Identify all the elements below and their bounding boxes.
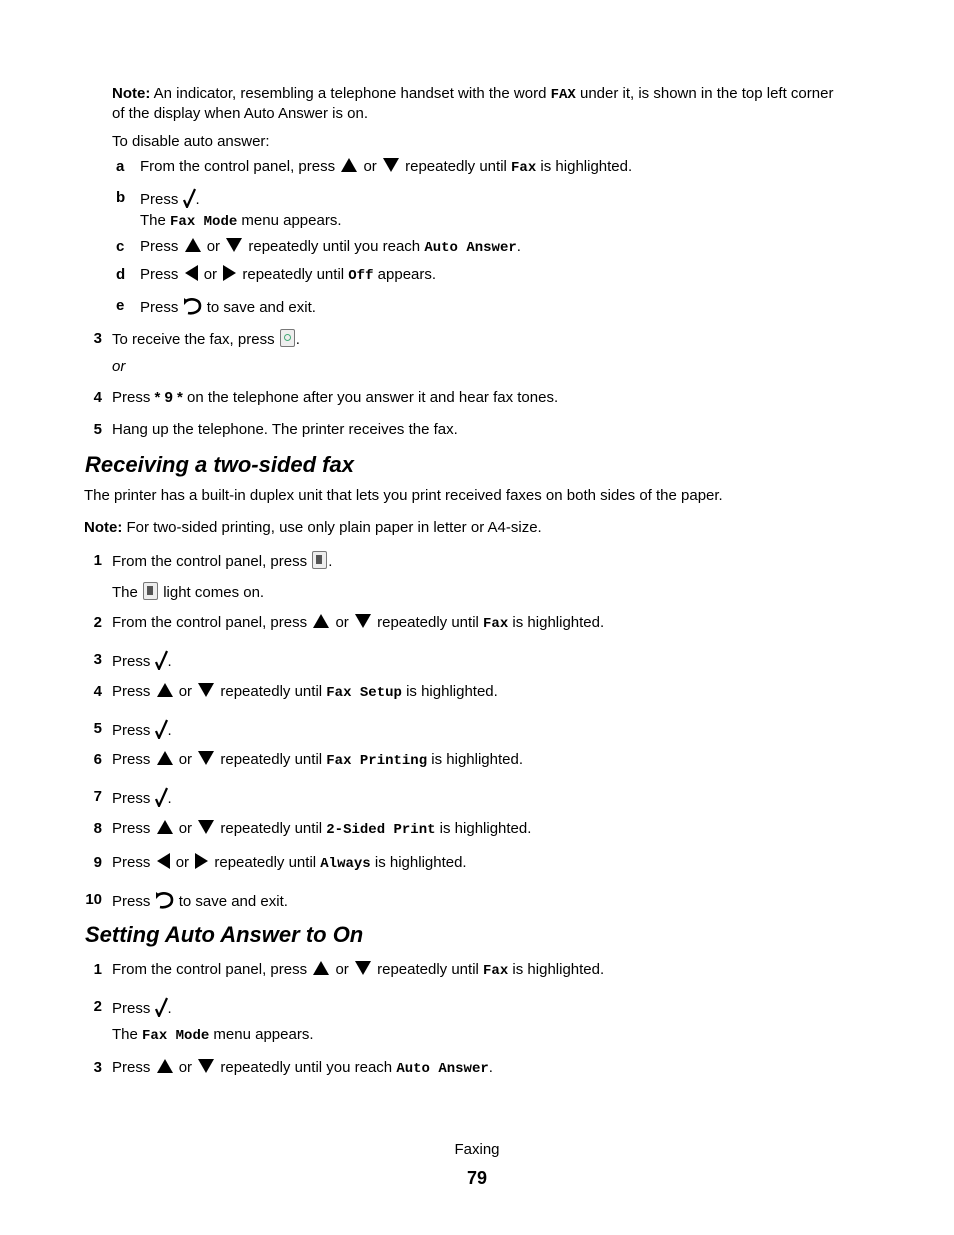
step-text: on the telephone after you answer it and hear fax tones.	[187, 389, 559, 406]
step-letter: e	[116, 297, 125, 314]
two-sided-paragraph: The printer has a built-in duplex unit that lets you print received faxes on both sides of the paper.	[84, 487, 723, 504]
left-arrow-icon	[185, 265, 198, 281]
step-text: to save and exit.	[206, 299, 316, 316]
step-number: 5	[93, 421, 102, 438]
step-text: repeatedly until	[220, 683, 323, 700]
step-text: is highlighted.	[431, 751, 524, 768]
step-d	[140, 265, 436, 286]
receive-step-5: Hang up the telephone. The printer receives the fax.	[112, 421, 458, 438]
back-arrow-icon	[183, 296, 203, 316]
step-text: Press	[112, 854, 151, 871]
step-text: Press	[112, 653, 151, 670]
step-text: or	[335, 614, 349, 631]
step-text: repeatedly until	[377, 961, 479, 978]
step-number: 5	[93, 720, 102, 737]
note-label: Note:	[112, 85, 151, 102]
up-arrow-icon	[157, 683, 173, 697]
two-sided-step-9	[112, 853, 467, 874]
step-number: 8	[93, 820, 102, 837]
step-number: 3	[93, 330, 102, 347]
right-arrow-icon	[223, 265, 236, 281]
section-heading-auto-answer: Setting Auto Answer to On	[85, 922, 364, 947]
step-letter: a	[116, 158, 125, 175]
two-sided-step-7	[112, 787, 172, 809]
code-text: Off	[348, 268, 374, 284]
step-text: From the control panel, press	[112, 961, 308, 978]
checkmark-icon	[155, 997, 168, 1017]
two-sided-button-icon	[143, 582, 158, 600]
step-text: From the control panel, press	[140, 158, 336, 175]
step-text: Press	[140, 238, 179, 255]
step-text: The	[112, 584, 138, 601]
step-text: .	[488, 1059, 493, 1076]
step-text: From the control panel, press	[112, 553, 308, 570]
step-text: Press	[140, 191, 179, 208]
code-text: 2-Sided Print	[326, 822, 436, 838]
page-number: 79	[466, 1168, 488, 1188]
step-text: From the control panel, press	[112, 614, 308, 631]
step-text: repeatedly until	[242, 266, 345, 283]
note-text: For two-sided printing, use only plain paper in letter or A4-size.	[126, 519, 542, 536]
code-text: Fax Mode	[170, 214, 238, 230]
auto-answer-step-1	[112, 960, 604, 981]
step-number: 1	[93, 961, 102, 978]
two-sided-step-2	[112, 613, 604, 634]
down-arrow-icon	[198, 1059, 214, 1073]
step-text: or	[363, 158, 377, 175]
step-text: is highlighted.	[512, 961, 605, 978]
step-number: 4	[93, 683, 102, 700]
step-text: repeatedly until	[377, 614, 479, 631]
checkmark-icon	[155, 787, 168, 807]
step-b-result	[140, 211, 342, 232]
down-arrow-icon	[355, 614, 371, 628]
step-text: Press	[112, 683, 151, 700]
two-sided-step-6	[112, 750, 523, 771]
code-text: FAX	[550, 87, 576, 103]
step-text: is highlighted.	[439, 820, 532, 837]
code-text: Fax Setup	[326, 685, 402, 701]
two-sided-step-5	[112, 719, 172, 741]
left-arrow-icon	[157, 853, 170, 869]
step-text: Press	[112, 820, 151, 837]
two-sided-note	[84, 518, 542, 538]
step-text: Press	[112, 1059, 151, 1076]
note-text: An indicator, resembling a telephone handset with the word	[153, 85, 547, 102]
step-number: 3	[93, 1059, 102, 1076]
two-sided-step-4	[112, 682, 498, 703]
step-text: or	[206, 238, 221, 255]
step-text: Press	[112, 1000, 151, 1017]
note-label: Note:	[84, 519, 123, 536]
step-text: is highlighted.	[406, 683, 498, 700]
step-text: appears.	[377, 266, 437, 283]
two-sided-step-1	[112, 551, 332, 572]
down-arrow-icon	[226, 238, 242, 252]
key-sequence: * 9 *	[154, 389, 183, 406]
step-text: .	[167, 1000, 172, 1017]
step-b	[140, 188, 200, 210]
step-number: 7	[93, 788, 102, 805]
step-text: light comes on.	[163, 584, 265, 601]
code-text: Fax Printing	[326, 753, 428, 769]
down-arrow-icon	[355, 961, 371, 975]
disable-intro: To disable auto answer:	[112, 133, 270, 150]
down-arrow-icon	[383, 158, 399, 172]
step-text: To receive the fax, press	[112, 331, 275, 348]
step-text: Press	[112, 790, 151, 807]
step-letter: c	[116, 238, 125, 255]
down-arrow-icon	[198, 820, 214, 834]
step-number: 2	[93, 614, 102, 631]
two-sided-step-10	[112, 890, 288, 912]
up-arrow-icon	[341, 158, 357, 172]
step-text: or	[335, 961, 349, 978]
two-sided-step-3	[112, 650, 172, 672]
up-arrow-icon	[157, 751, 173, 765]
auto-answer-step-2	[112, 997, 172, 1019]
step-c	[140, 237, 521, 258]
step-text: repeatedly until you reach	[220, 1059, 393, 1076]
step-text: to save and exit.	[178, 893, 288, 910]
step-text: is highlighted.	[512, 614, 605, 631]
note-top-line2: of the display when Auto Answer is on.	[112, 105, 368, 122]
down-arrow-icon	[198, 683, 214, 697]
step-text: .	[516, 238, 521, 255]
section-heading-two-sided: Receiving a two-sided fax	[85, 452, 354, 477]
step-text: repeatedly until	[220, 820, 323, 837]
step-text: Press	[112, 722, 151, 739]
step-text: Press	[112, 389, 151, 406]
step-text: Press	[140, 266, 179, 283]
step-text: Press	[140, 299, 179, 316]
auto-answer-step-3	[112, 1058, 493, 1079]
step-text: .	[167, 722, 172, 739]
two-sided-step-8	[112, 819, 531, 840]
step-text: or	[175, 854, 190, 871]
step-text: is highlighted.	[540, 158, 633, 175]
step-number: 9	[93, 854, 102, 871]
step-number: 2	[93, 998, 102, 1015]
step-text: The	[112, 1026, 138, 1043]
note-top-line1	[112, 84, 833, 105]
step-text: .	[295, 331, 300, 348]
right-arrow-icon	[195, 853, 208, 869]
step-text: The	[140, 212, 166, 229]
up-arrow-icon	[313, 961, 329, 975]
two-sided-step-1-result	[112, 582, 264, 603]
step-text: repeatedly until	[220, 751, 323, 768]
or-text: or	[112, 358, 126, 375]
step-text: .	[328, 553, 333, 570]
down-arrow-icon	[198, 751, 214, 765]
back-arrow-icon	[155, 890, 175, 910]
step-number: 6	[93, 751, 102, 768]
step-a	[140, 157, 632, 178]
step-number: 1	[93, 552, 102, 569]
receive-step-3	[112, 329, 300, 350]
code-text: Fax	[483, 963, 509, 979]
step-text: menu appears.	[213, 1026, 314, 1043]
step-e	[140, 296, 316, 318]
step-text: menu appears.	[241, 212, 342, 229]
step-text: is highlighted.	[374, 854, 467, 871]
step-text: Press	[112, 751, 151, 768]
checkmark-icon	[155, 719, 168, 739]
step-text: Press	[112, 893, 151, 910]
step-number: 10	[85, 891, 102, 908]
checkmark-icon	[155, 650, 168, 670]
code-text: Fax	[511, 160, 537, 176]
step-text: .	[167, 790, 172, 807]
step-text: or	[203, 266, 218, 283]
note-text: under it, is shown in the top left corner	[579, 85, 834, 102]
code-text: Auto Answer	[424, 240, 517, 256]
auto-answer-step-2-result	[112, 1025, 314, 1046]
step-text: .	[167, 653, 172, 670]
step-text: .	[195, 191, 200, 208]
footer-section-name: Faxing	[454, 1141, 500, 1158]
step-letter: d	[116, 266, 126, 283]
code-text: Always	[320, 856, 371, 872]
up-arrow-icon	[185, 238, 201, 252]
step-text: or	[178, 751, 193, 768]
step-letter: b	[116, 189, 126, 206]
up-arrow-icon	[157, 820, 173, 834]
step-text: or	[178, 683, 193, 700]
step-number: 3	[93, 651, 102, 668]
step-number: 4	[93, 389, 102, 406]
code-text: Fax Mode	[142, 1028, 210, 1044]
start-button-icon	[280, 329, 295, 347]
checkmark-icon	[183, 188, 196, 208]
step-text: repeatedly until	[405, 158, 507, 175]
up-arrow-icon	[313, 614, 329, 628]
step-text: repeatedly until	[214, 854, 317, 871]
up-arrow-icon	[157, 1059, 173, 1073]
step-text: repeatedly until you reach	[248, 238, 421, 255]
step-text: or	[178, 820, 193, 837]
code-text: Fax	[483, 616, 509, 632]
two-sided-button-icon	[312, 551, 327, 569]
code-text: Auto Answer	[396, 1061, 489, 1077]
receive-step-4	[112, 388, 558, 408]
step-text: or	[178, 1059, 193, 1076]
